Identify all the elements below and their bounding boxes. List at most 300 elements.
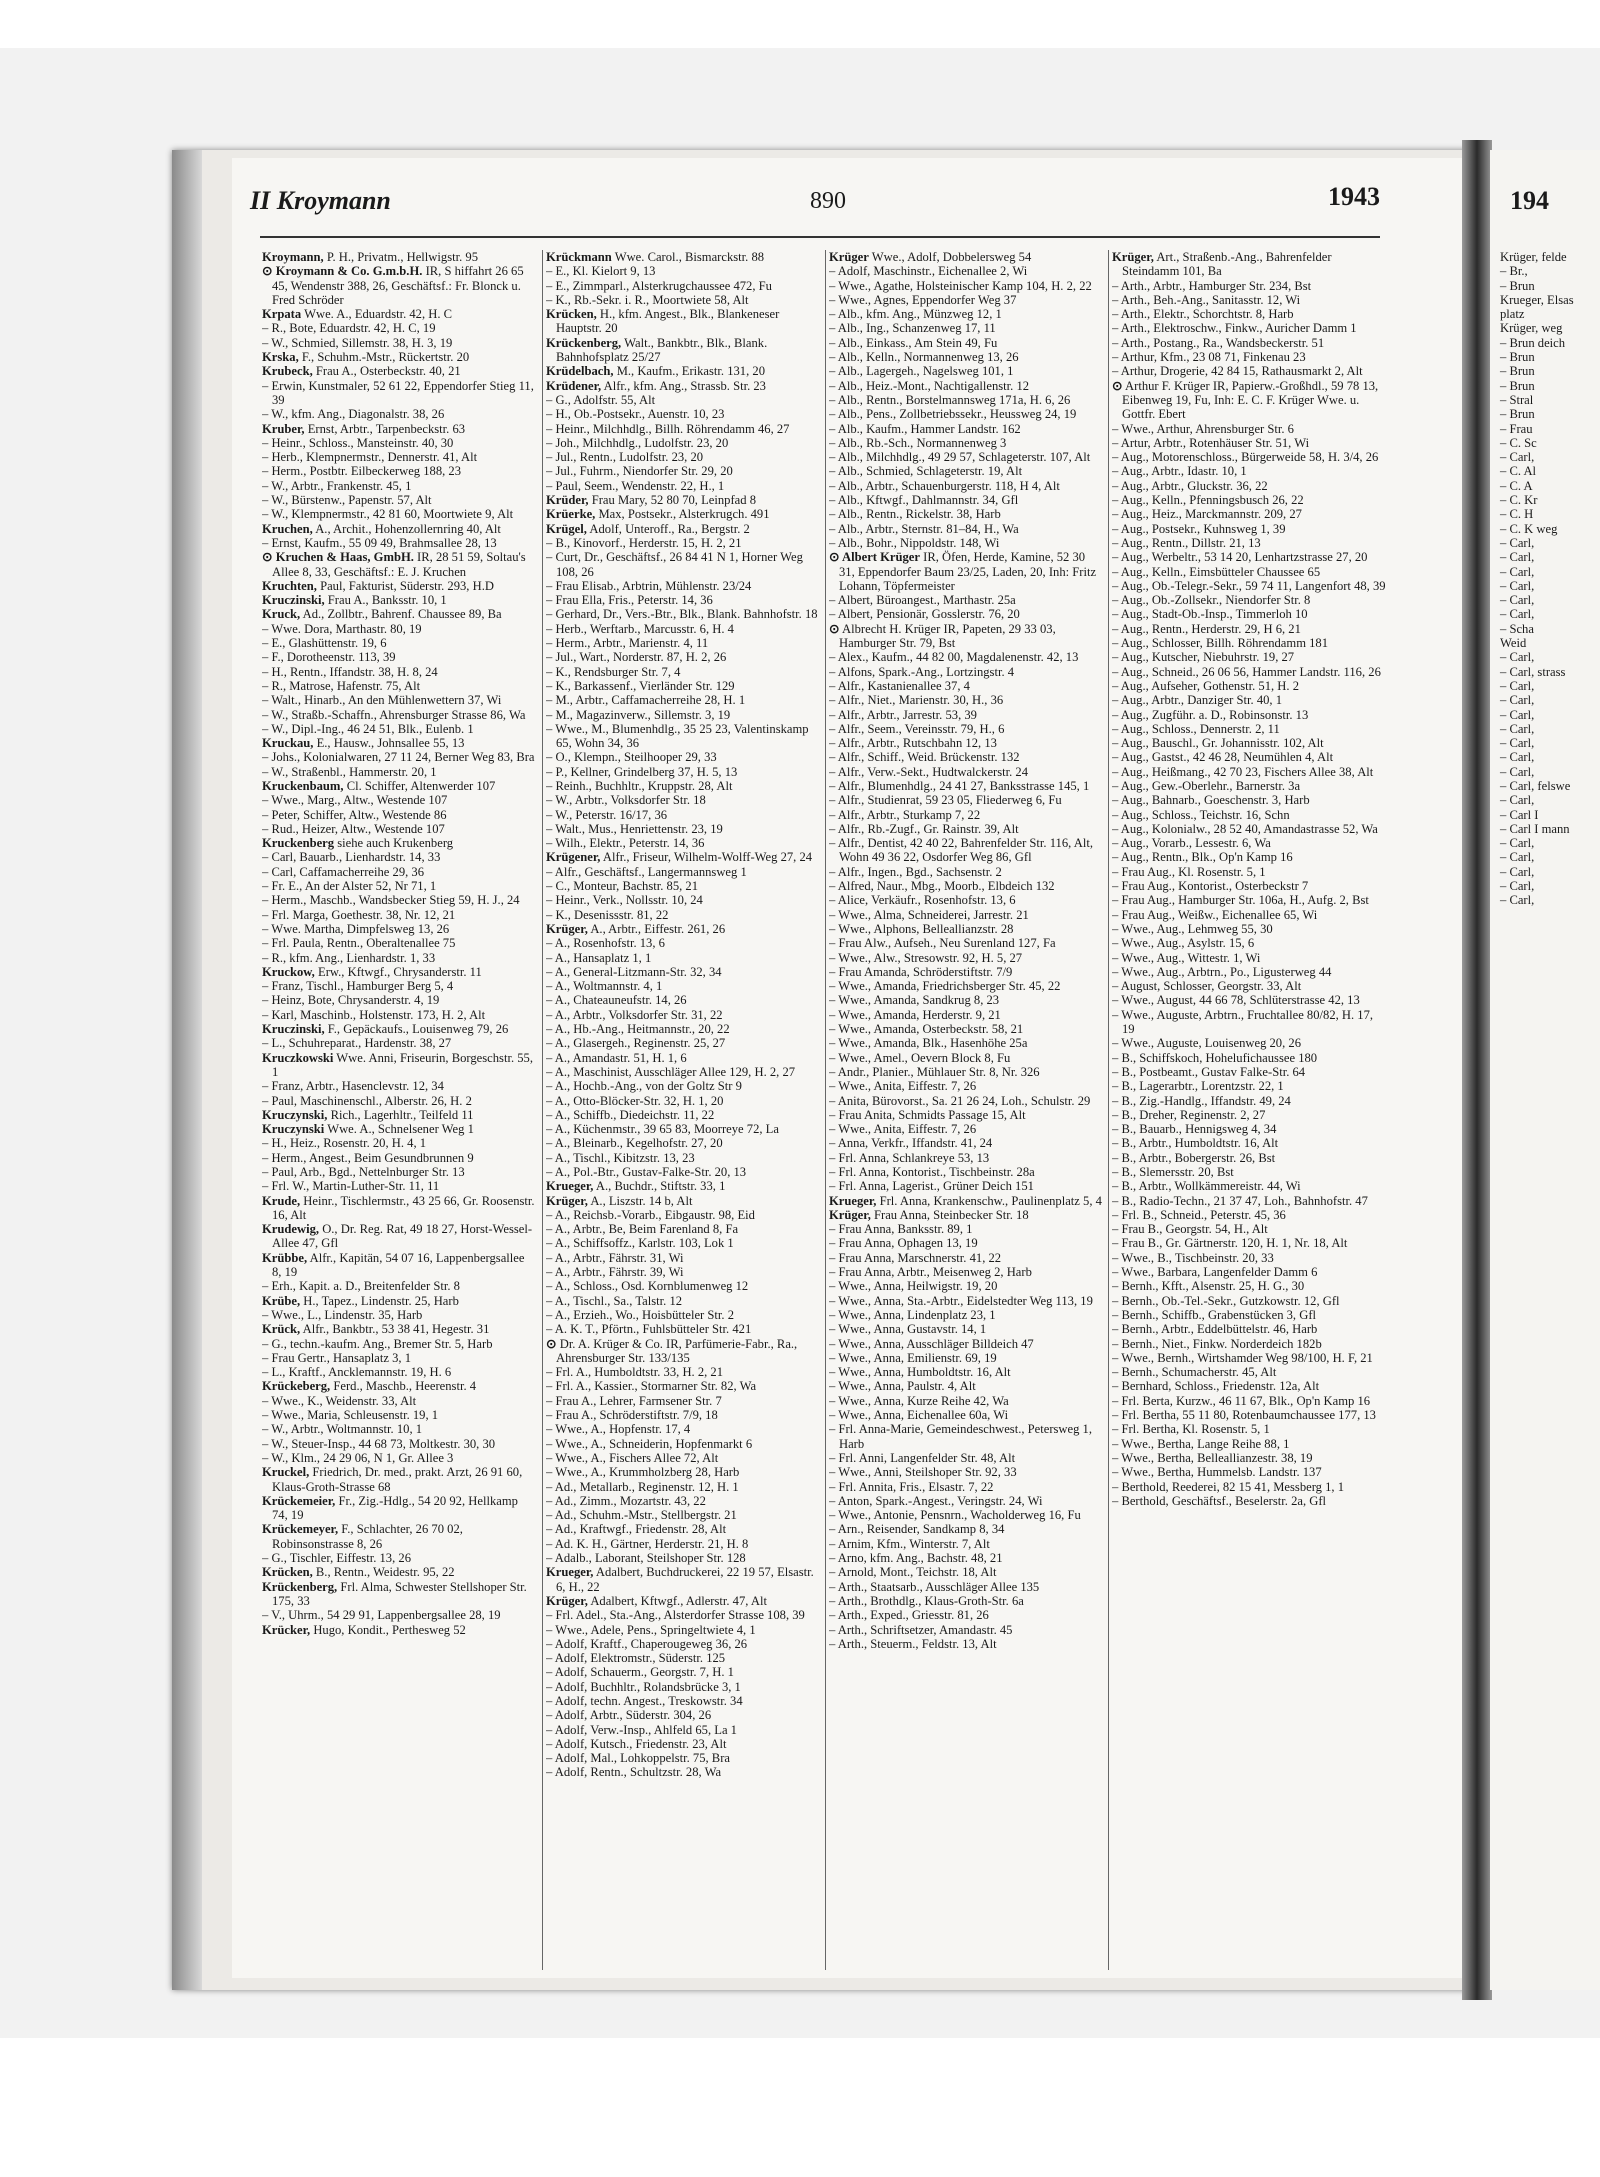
entry-details: O., Dr. Reg. Rat, 49 18 27, Horst-Wessel-Allee 47, Gfl <box>272 1222 533 1251</box>
entry-details: – Wwe., Adele, Pens., Springeltwiete 4, 1 <box>546 1622 756 1637</box>
entry-details: Fr., Zig.-Hdlg., 54 20 92, Hellkamp 74, 19 <box>272 1493 518 1523</box>
directory-entry <box>829 422 1103 436</box>
facing-page-entry: – Carl, <box>1500 893 1535 908</box>
directory-entry <box>1112 1379 1386 1393</box>
directory-entry <box>546 679 820 693</box>
facing-page-entry: – Brun <box>1500 364 1535 379</box>
entry-details: – Gerhard, Dr., Vers.-Btr., Blk., Blank. Bahnhofstr. 18 <box>546 607 818 622</box>
entry-details: – Aug., Arbtr., Danziger Str. 40, 1 <box>1112 693 1283 708</box>
header-rule <box>260 236 1380 238</box>
directory-entry <box>829 1551 1103 1565</box>
directory-entry <box>262 951 536 965</box>
entry-details: – Wwe., Amanda, Blk., Hasenhöhe 25a <box>829 1036 1028 1051</box>
entry-details: – H., Rentn., Iffandstr. 38, H. 8, 24 <box>262 664 438 679</box>
entry-details: Frl. Alma, Schwester Stellshoper Str. 175, 33 <box>272 1579 527 1608</box>
directory-entry <box>1112 1165 1386 1179</box>
column-divider <box>542 250 543 1970</box>
directory-entry <box>546 550 820 579</box>
entry-surname: ⊙ Kruchen & Haas, GmbH. <box>262 550 414 565</box>
entry-details: – Arnim, Kfm., Winterstr. 7, Alt <box>829 1536 990 1551</box>
directory-entry <box>546 1236 820 1250</box>
directory-entry <box>546 1565 820 1594</box>
entry-details: – Frau Amanda, Schröderstiftstr. 7/9 <box>829 964 1013 979</box>
facing-page-entry: – C. Kr <box>1500 493 1538 508</box>
directory-entry <box>829 1365 1103 1379</box>
entry-details: – W., Klempnermstr., 42 81 60, Moortwiete 9, Alt <box>262 507 514 522</box>
entry-details: IR, S hiffahrt 26 65 45, Wendenstr 388, 26, Geschäftsf.: Fr. Blonck u. Fred Schröder <box>272 264 524 307</box>
directory-entry <box>546 1708 820 1722</box>
entry-details: – A., Tischl., Kibitzstr. 13, 23 <box>546 1150 695 1165</box>
entry-details: – Jul., Fuhrm., Niendorfer Str. 29, 20 <box>546 464 733 479</box>
entry-details: – Aug., Zugführ. a. D., Robinsonstr. 13 <box>1112 707 1309 722</box>
directory-entry <box>262 607 536 621</box>
directory-entry <box>546 264 820 278</box>
entry-surname: Krpata <box>262 307 302 322</box>
directory-entry <box>1112 908 1386 922</box>
entry-surname: Kruck, <box>262 607 301 622</box>
directory-entry <box>829 321 1103 335</box>
facing-page-entry: – Carl, <box>1500 864 1535 879</box>
facing-page-entry: – C. A <box>1500 478 1533 493</box>
directory-entry <box>546 1008 820 1022</box>
entry-details: – W., Arbtr., Woltmannstr. 10, 1 <box>262 1422 423 1437</box>
entry-details: – E., Kl. Kielort 9, 13 <box>546 264 656 279</box>
entry-details: – W., Peterstr. 16/17, 36 <box>546 807 668 822</box>
entry-details: – Adolf, Elektromstr., Süderstr. 125 <box>546 1651 726 1666</box>
entry-details: – Frau Ella, Fris., Peterstr. 14, 36 <box>546 593 713 608</box>
directory-entry <box>829 1165 1103 1179</box>
directory-entry <box>829 1265 1103 1279</box>
directory-entry <box>1112 450 1386 464</box>
entry-details: Wwe. A., Eduardstr. 42, H. C <box>304 307 453 322</box>
entry-surname: Krueger, <box>546 1565 594 1580</box>
entry-details: – Wwe., Agnes, Eppendorfer Weg 37 <box>829 292 1017 307</box>
entry-surname: Krüerke, <box>546 507 596 522</box>
entry-details: – A., Bleinarb., Kegelhofstr. 27, 20 <box>546 1136 723 1151</box>
directory-entry <box>1112 936 1386 950</box>
entry-details: – Franz, Tischl., Hamburger Berg 5, 4 <box>262 979 454 994</box>
entry-details: – Aug., Rentn., Dillstr. 21, 13 <box>1112 535 1261 550</box>
directory-entry <box>546 779 820 793</box>
directory-entry <box>262 879 536 893</box>
entry-details: – Wwe., Anna, Eichenallee 60a, Wi <box>829 1408 1009 1423</box>
directory-entry <box>262 450 536 464</box>
entry-surname: Krude, <box>262 1193 301 1208</box>
directory-entry <box>1112 1151 1386 1165</box>
entry-surname: Kruczinski, <box>262 593 325 608</box>
directory-entry <box>262 993 536 1007</box>
directory-entry <box>262 550 536 579</box>
entry-details: – Wwe., Antonie, Pensnrn., Wacholderweg 16, Fu <box>829 1508 1081 1523</box>
directory-entry <box>829 1122 1103 1136</box>
directory-entry <box>829 1637 1103 1651</box>
directory-entry <box>262 1151 536 1165</box>
directory-entry <box>829 536 1103 550</box>
directory-entry <box>262 693 536 707</box>
directory-entry <box>262 407 536 421</box>
entry-details: – Wwe., A., Schneiderin, Hopfenmarkt 6 <box>546 1436 753 1451</box>
entry-details: – Ad., Zimm., Mozartstr. 43, 22 <box>546 1493 706 1508</box>
entry-details: – Aug., Kelln., Eimsbütteler Chaussee 65 <box>1112 564 1321 579</box>
directory-entry <box>1112 493 1386 507</box>
facing-page-entry: – Carl I <box>1500 807 1539 822</box>
directory-entry <box>1112 1036 1386 1050</box>
entry-details: – Wwe., Anna, Ausschläger Billdeich 47 <box>829 1336 1034 1351</box>
directory-entry <box>546 436 820 450</box>
entry-details: – Wwe., L., Lindenstr. 35, Harb <box>262 1307 423 1322</box>
entry-details: B., Rentn., Weidestr. 95, 22 <box>315 1565 455 1580</box>
directory-entry <box>829 1408 1103 1422</box>
entry-details: – Wwe., Amel., Oevern Block 8, Fu <box>829 1050 1011 1065</box>
directory-entry <box>262 1051 536 1080</box>
directory-entry <box>262 1451 536 1465</box>
facing-page-entry: – Carl, <box>1500 578 1535 593</box>
entry-details: – Aug., Gew.-Oberlehr., Barnerstr. 3a <box>1112 778 1301 793</box>
entry-details: – Adolf, techn. Angest., Treskowstr. 34 <box>546 1693 743 1708</box>
directory-entry <box>829 993 1103 1007</box>
entry-details: – G., Adolfstr. 55, Alt <box>546 392 656 407</box>
directory-entry <box>1112 1451 1386 1465</box>
directory-entry <box>546 1737 820 1751</box>
directory-entry <box>1112 622 1386 636</box>
entry-details: – A., Chateauneufstr. 14, 26 <box>546 993 687 1008</box>
facing-page-entry: – Carl I mann <box>1500 821 1570 836</box>
entry-details: Adalbert, Kftwgf., Adlerstr. 47, Alt <box>590 1593 767 1608</box>
entry-details: – Herm., Arbtr., Marienstr. 4, 11 <box>546 636 709 651</box>
entry-details: – B., Bauarb., Hennigsweg 4, 34 <box>1112 1122 1277 1137</box>
entry-details: Dr. A. Krüger & Co. IR, Parfümerie-Fabr., Ra., Ahrensburger Str. 133/135 <box>556 1336 798 1365</box>
entry-details: – Alb., Lagergeh., Nagelsweg 101, 1 <box>829 364 1014 379</box>
entry-details: – Wwe., Anita, Eiffestr. 7, 26 <box>829 1079 977 1094</box>
entry-details: – Aug., Schlosser, Billh. Röhrendamm 181 <box>1112 636 1329 651</box>
directory-entry <box>546 622 820 636</box>
entry-details: – Alb., Rentn., Rickelstr. 38, Harb <box>829 507 1001 522</box>
entry-details: – Wwe., Aug., Wittestr. 1, Wi <box>1112 950 1261 965</box>
entry-details: – G., techn.-kaufm. Ang., Bremer Str. 5, Harb <box>262 1336 493 1351</box>
facing-page-entry: – Brun <box>1500 278 1535 293</box>
directory-entry <box>546 836 820 850</box>
directory-entry <box>262 1465 536 1494</box>
entry-details: – Wwe., Amanda, Osterbeckstr. 58, 21 <box>829 1022 1024 1037</box>
directory-entry <box>546 607 820 621</box>
entry-details: – B., Radio-Techn., 21 37 47, Loh., Bahnhofstr. 47 <box>1112 1193 1368 1208</box>
entry-details: – Aug., Rentn., Herderstr. 29, H 6, 21 <box>1112 621 1301 636</box>
directory-entry <box>262 965 536 979</box>
directory-entry <box>262 708 536 722</box>
directory-entry <box>262 793 536 807</box>
directory-entry <box>262 1365 536 1379</box>
directory-entry <box>829 379 1103 393</box>
directory-entry <box>1112 1365 1386 1379</box>
entry-surname: Kruber, <box>262 421 305 436</box>
entry-details: – W., Straßenbl., Hammerstr. 20, 1 <box>262 764 437 779</box>
directory-entry <box>829 879 1103 893</box>
entry-details: – K., Rendsburger Str. 7, 4 <box>546 664 681 679</box>
entry-details: Frau A., Osterbeckstr. 40, 21 <box>315 364 461 379</box>
directory-entry <box>1112 979 1386 993</box>
entry-surname: ⊙ Kroymann & Co. G.m.b.H. <box>262 264 423 279</box>
entry-details: – A., General-Litzmann-Str. 32, 34 <box>546 964 722 979</box>
entry-details: – Jul., Rentn., Ludolfstr. 23, 20 <box>546 450 704 465</box>
directory-entry <box>829 1508 1103 1522</box>
entry-details: – Curt, Dr., Geschäftsf., 26 84 41 N 1, Horner Weg 108, 26 <box>546 550 803 579</box>
facing-page-entry: – Carl, <box>1500 693 1535 708</box>
directory-entry <box>1112 364 1386 378</box>
entry-details: – Wwe. Martha, Dimpfelsweg 13, 26 <box>262 921 450 936</box>
directory-entry <box>829 650 1103 664</box>
directory-entry <box>829 922 1103 936</box>
entry-surname: Kruckow, <box>262 964 315 979</box>
directory-entry <box>1112 1422 1386 1436</box>
directory-entry <box>262 622 536 636</box>
entry-details: – W., Dipl.-Ing., 46 24 51, Blk., Eulenb. 1 <box>262 721 474 736</box>
directory-entry <box>829 1151 1103 1165</box>
directory-entry <box>1112 865 1386 879</box>
entry-details: – Ad. K. H., Gärtner, Herderstr. 21, H. 8 <box>546 1536 749 1551</box>
entry-details: – A., Hansaplatz 1, 1 <box>546 950 652 965</box>
facing-page-entry: – Brun <box>1500 378 1535 393</box>
directory-entry <box>262 1165 536 1179</box>
entry-details: Albrecht H. Krüger IR, Papeten, 29 33 03, Hamburger Str. 79, Bst <box>839 621 1056 651</box>
directory-entry <box>829 1022 1103 1036</box>
directory-entry <box>1112 793 1386 807</box>
entry-details: F., Schuhm.-Mstr., Rückertstr. 20 <box>301 350 470 365</box>
entry-details: – Arth., Elektroschw., Finkw., Auricher Damm 1 <box>1112 321 1357 336</box>
entry-details: – Alfr., Arbtr., Jarrestr. 53, 39 <box>829 707 977 722</box>
directory-entry <box>1112 1094 1386 1108</box>
directory-entry <box>829 393 1103 407</box>
entry-details: – A., Arbtr., Be, Beim Farenland 8, Fa <box>546 1222 739 1237</box>
entry-details: – A., Erzieh., Wo., Hoisbütteler Str. 2 <box>546 1307 734 1322</box>
entry-details: – Wwe., Amanda, Sandkrug 8, 23 <box>829 993 1000 1008</box>
directory-entry <box>546 393 820 407</box>
directory-entry <box>1112 565 1386 579</box>
entry-details: – Alb., Rb.-Sch., Normannenweg 3 <box>829 435 1007 450</box>
directory-entry <box>546 1494 820 1508</box>
directory-entry <box>1112 607 1386 621</box>
entry-details: – Arthur, Kfm., 23 08 71, Finkenau 23 <box>1112 350 1306 365</box>
directory-entry <box>262 765 536 779</box>
directory-entry <box>262 422 536 436</box>
directory-entry <box>262 536 536 550</box>
directory-entry <box>829 736 1103 750</box>
directory-entry <box>1112 1480 1386 1494</box>
directory-entry <box>262 1279 536 1293</box>
entry-details: – G., Tischler, Eiffestr. 13, 26 <box>262 1551 411 1566</box>
directory-entry <box>1112 321 1386 335</box>
entry-details: – E., Glashüttenstr. 19, 6 <box>262 636 387 651</box>
directory-entry <box>829 464 1103 478</box>
entry-surname: Kruczinski, <box>262 1022 325 1037</box>
facing-page-entry: – Carl, <box>1500 793 1535 808</box>
entry-details: – Wwe., A., Hopfenstr. 17, 4 <box>546 1422 691 1437</box>
entry-details: – Wwe., Aug., Asylstr. 15, 6 <box>1112 936 1255 951</box>
directory-entry <box>262 1379 536 1393</box>
entry-details: – B., Arbtr., Bobergerstr. 26, Bst <box>1112 1150 1276 1165</box>
entry-details: – Herb., Klempnermstr., Dennerstr. 41, Alt <box>262 450 478 465</box>
entry-surname: Krücken, <box>262 1565 313 1580</box>
entry-surname: Krügener, <box>546 850 601 865</box>
directory-entry <box>262 1580 536 1609</box>
directory-entry <box>1112 279 1386 293</box>
directory-entry <box>262 722 536 736</box>
directory-entry <box>546 1608 820 1622</box>
directory-entry <box>829 1465 1103 1479</box>
entry-details: A., Liszstr. 14 b, Alt <box>590 1193 693 1208</box>
directory-columns <box>262 250 1386 1970</box>
entry-details: – Frl. Bertha, Kl. Rosenstr. 5, 1 <box>1112 1422 1270 1437</box>
entry-details: – R., Matrose, Hafenstr. 75, Alt <box>262 678 421 693</box>
directory-entry <box>546 507 820 521</box>
directory-entry <box>262 579 536 593</box>
entry-details: – Peter, Schiffer, Altw., Westende 86 <box>262 807 447 822</box>
entry-details: Alfr., Friseur, Wilhelm-Wolff-Weg 27, 24 <box>602 850 813 865</box>
directory-entry <box>546 1122 820 1136</box>
facing-page-entry: – Carl, <box>1500 836 1535 851</box>
facing-page-entry: – Carl, <box>1500 764 1535 779</box>
directory-entry <box>829 1594 1103 1608</box>
entry-details: – Wilh., Elektr., Peterstr. 14, 36 <box>546 836 705 851</box>
column-1 <box>262 250 536 1970</box>
entry-details: – Aug., Werbeltr., 53 14 20, Lenhartzstrasse 27, 20 <box>1112 550 1368 565</box>
facing-page-entry: – Carl, <box>1500 879 1535 894</box>
facing-page-entry: – Carl, <box>1500 450 1535 465</box>
entry-details: – Alfred, Naur., Mbg., Moorb., Elbdeich 132 <box>829 879 1055 894</box>
entry-details: – Arno, kfm. Ang., Bachstr. 48, 21 <box>829 1551 1003 1566</box>
directory-entry <box>262 321 536 335</box>
entry-details: – Arth., Arbtr., Hamburger Str. 234, Bst <box>1112 278 1312 293</box>
entry-details: F., Schlachter, 26 70 02, Robinsonstrasse 8, 26 <box>272 1522 463 1551</box>
entry-surname: ⊙ <box>829 621 840 636</box>
entry-details: – Frau Anna, Marschnerstr. 41, 22 <box>829 1250 1002 1265</box>
entry-details: – Alb., Pens., Zollbetriebssekr., Heussweg 24, 19 <box>829 407 1077 422</box>
entry-details: – Wwe., Marg., Altw., Westende 107 <box>262 793 448 808</box>
directory-entry <box>262 679 536 693</box>
directory-entry <box>1112 536 1386 550</box>
entry-details: – Walt., Hinarb., An den Mühlenwettern 37, Wi <box>262 693 502 708</box>
entry-details: – W., kfm. Ang., Diagonalstr. 38, 26 <box>262 407 445 422</box>
entry-details: – August, Schlosser, Georgstr. 33, Alt <box>1112 979 1302 994</box>
directory-entry <box>262 1136 536 1150</box>
entry-surname: Krüger, <box>546 1593 588 1608</box>
entry-details: – Arth., Beh.-Ang., Sanitasstr. 12, Wi <box>1112 292 1301 307</box>
entry-details: – Aug., Heiz., Marckmannstr. 209, 27 <box>1112 507 1302 522</box>
directory-entry <box>829 1322 1103 1336</box>
directory-entry <box>262 1494 536 1523</box>
entry-details: – A., Arbtr., Fährstr. 39, Wi <box>546 1265 684 1280</box>
directory-entry <box>546 765 820 779</box>
directory-entry <box>546 1251 820 1265</box>
directory-entry <box>829 493 1103 507</box>
directory-entry <box>1112 1265 1386 1279</box>
directory-entry <box>546 279 820 293</box>
directory-entry <box>262 1251 536 1280</box>
entry-details: – Arth., Brothdlg., Klaus-Groth-Str. 6a <box>829 1593 1024 1608</box>
directory-entry <box>1112 1294 1386 1308</box>
directory-entry <box>546 979 820 993</box>
entry-details: – V., Uhrm., 54 29 91, Lappenbergsallee 28, 19 <box>262 1608 501 1623</box>
entry-details: – A., Schiffsoffz., Karlstr. 103, Lok 1 <box>546 1236 734 1251</box>
entry-details: – P., Kellner, Grindelberg 37, H. 5, 13 <box>546 764 738 779</box>
entry-details: – Reinh., Buchhltr., Kruppstr. 28, Alt <box>546 778 733 793</box>
directory-entry <box>546 293 820 307</box>
directory-entry <box>1112 350 1386 364</box>
directory-entry <box>546 1294 820 1308</box>
directory-entry <box>829 836 1103 865</box>
directory-entry <box>1112 750 1386 764</box>
directory-entry <box>546 1694 820 1708</box>
directory-entry <box>546 1222 820 1236</box>
directory-entry <box>1112 307 1386 321</box>
directory-entry <box>829 279 1103 293</box>
year-heading: 1943 <box>1328 182 1380 211</box>
entry-details: – Wwe., Arthur, Ahrensburger Str. 6 <box>1112 421 1294 436</box>
directory-entry <box>262 493 536 507</box>
entry-surname: Krüdelbach, <box>546 364 614 379</box>
entry-details: Ad., Zollbtr., Bahrenf. Chaussee 89, Ba <box>302 607 502 622</box>
directory-entry <box>546 1365 820 1379</box>
entry-details: – Alb., Arbtr., Sternstr. 81–84, H., Wa <box>829 521 1019 536</box>
entry-details: P. H., Privatm., Hellwigstr. 95 <box>326 250 478 264</box>
entry-surname: Krübbe, <box>262 1250 308 1265</box>
entry-details: – Aug., Kelln., Pfenningsbusch 26, 22 <box>1112 493 1304 508</box>
entry-details: – Alb., Arbtr., Schauenburgerstr. 118, H 4, Alt <box>829 478 1060 493</box>
entry-details: – Wwe., August, 44 66 78, Schlüterstrasse 42, 13 <box>1112 993 1360 1008</box>
entry-details: – Adolf, Maschinstr., Eichenallee 2, Wi <box>829 264 1028 279</box>
directory-entry <box>1112 708 1386 722</box>
facing-page-entry: – Carl, <box>1500 750 1535 765</box>
entry-details: – Frau Aug., Kontorist., Osterbeckstr 7 <box>1112 879 1309 894</box>
entry-details: – Frl. Anna, Lagerist., Grüner Deich 151 <box>829 1179 1034 1194</box>
directory-entry <box>1112 379 1386 422</box>
directory-entry <box>829 908 1103 922</box>
entry-details: – Aug., Rentn., Blk., Op'n Kamp 16 <box>1112 850 1293 865</box>
entry-surname: Kruckenbaum, <box>262 778 344 793</box>
entry-details: – Herm., Maschb., Wandsbecker Stieg 59, H. J., 24 <box>262 893 520 908</box>
directory-entry <box>1112 993 1386 1007</box>
directory-entry <box>546 1723 820 1737</box>
facing-page-entry: – C. H <box>1500 507 1534 522</box>
entry-details: Paul, Fakturist, Süderstr. 293, H.D <box>320 578 494 593</box>
entry-details: – Johs., Kolonialwaren, 27 11 24, Berner Weg 83, Bra <box>262 750 535 765</box>
entry-details: – Adolf, Rentn., Schultzstr. 28, Wa <box>546 1765 722 1780</box>
entry-details: – Wwe., Anna, Heilwigstr. 19, 20 <box>829 1279 998 1294</box>
entry-details: – Wwe., Aug., Arbtrn., Po., Ligusterweg 44 <box>1112 964 1332 979</box>
directory-entry <box>262 379 536 408</box>
entry-details: – Wwe., Alw., Stresowstr. 92, H. 5, 27 <box>829 950 1023 965</box>
directory-entry <box>829 708 1103 722</box>
entry-details: – Alb., Bohr., Nippoldstr. 148, Wi <box>829 535 1000 550</box>
directory-entry <box>546 1508 820 1522</box>
directory-entry <box>546 936 820 950</box>
directory-entry <box>546 522 820 536</box>
entry-details: – W., Schmied, Sillemstr. 38, H. 3, 19 <box>262 335 453 350</box>
entry-details: – Alb., Kelln., Normannenweg 13, 26 <box>829 350 1019 365</box>
entry-details: Alfr., kfm. Ang., Strassb. Str. 23 <box>603 378 766 393</box>
entry-details: – Wwe. Dora, Marthastr. 80, 19 <box>262 621 422 636</box>
directory-entry <box>262 1194 536 1223</box>
entry-details: – W., Arbtr., Frankenstr. 45, 1 <box>262 478 412 493</box>
entry-details: – M., Arbtr., Caffamacherreihe 28, H. 1 <box>546 693 746 708</box>
directory-entry <box>1112 1136 1386 1150</box>
entry-details: Erw., Kftwgf., Chrysanderstr. 11 <box>318 964 482 979</box>
entry-details: – A., Arbtr., Volksdorfer Str. 31, 22 <box>546 1007 723 1022</box>
entry-details: IR, 28 51 59, Soltau's Allee 8, 33, Geschäftsf.: E. J. Kruchen <box>272 550 526 579</box>
entry-surname: Kruczynski <box>262 1122 325 1137</box>
entry-details: Hugo, Kondit., Perthesweg 52 <box>313 1622 466 1637</box>
directory-entry <box>262 522 536 536</box>
entry-details: – Alfr., Kastanienallee 37, 4 <box>829 678 970 693</box>
